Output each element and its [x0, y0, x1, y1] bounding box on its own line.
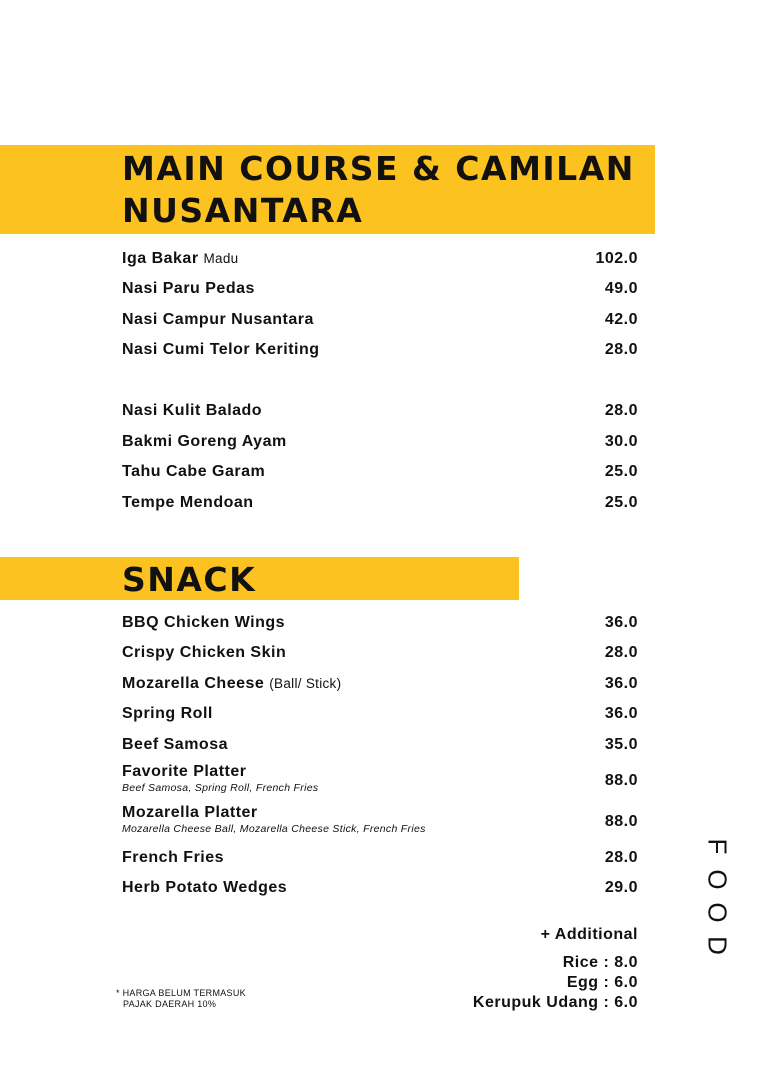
additional-section: [473, 925, 638, 1013]
tax-note-line1: * HARGA BELUM TERMASUK: [116, 988, 246, 998]
item-name: Iga Bakar: [122, 250, 199, 267]
menu-item: [122, 675, 638, 693]
item-name: BBQ Chicken Wings: [122, 614, 286, 631]
additional-title: + Additional: [540, 926, 638, 943]
menu-item: [122, 341, 638, 359]
side-letter: O: [702, 902, 733, 923]
menu-item: [122, 494, 638, 512]
menu-item: [122, 705, 638, 723]
menu-item: [122, 804, 638, 835]
menu-item: [122, 463, 638, 481]
food-side-label: [702, 830, 732, 962]
tax-note-line2: PAJAK DAERAH 10%: [123, 999, 217, 1009]
side-letter: F: [702, 838, 733, 855]
item-description: Mozarella Cheese Ball, Mozarella Cheese Stick, French Fries: [122, 823, 426, 835]
item-name: Nasi Kulit Balado: [122, 402, 263, 419]
item-price: 88.0: [604, 813, 638, 830]
item-price: 28.0: [604, 849, 638, 866]
item-price: 36.0: [604, 675, 638, 692]
item-name: Nasi Cumi Telor Keriting: [122, 341, 320, 358]
menu-item: [122, 644, 638, 662]
item-note: (Ball/ Stick): [269, 676, 342, 691]
additional-item: Kerupuk Udang : 6.0: [472, 994, 638, 1011]
item-name: Mozarella Platter: [122, 804, 258, 821]
item-price: 28.0: [604, 644, 638, 661]
menu-item: [122, 250, 638, 268]
item-name: Nasi Paru Pedas: [122, 280, 255, 297]
side-letter: O: [702, 869, 733, 890]
item-name: Bakmi Goreng Ayam: [122, 433, 287, 450]
item-name: Favorite Platter: [122, 763, 247, 780]
item-price: 25.0: [604, 463, 638, 480]
tax-note: [116, 988, 246, 1010]
additional-item: Rice : 8.0: [562, 954, 638, 971]
snack-title: SNACK: [122, 560, 257, 599]
item-price: 30.0: [604, 433, 638, 450]
menu-item: [122, 763, 638, 794]
item-name: Tahu Cabe Garam: [122, 463, 266, 480]
item-name: Spring Roll: [122, 705, 213, 722]
main-course-title: MAIN COURSE & CAMILAN: [122, 149, 635, 188]
menu-item: [122, 433, 638, 451]
item-name: French Fries: [122, 849, 225, 866]
item-price: 88.0: [604, 772, 638, 789]
item-name: Beef Samosa: [122, 736, 228, 753]
item-price: 28.0: [604, 402, 638, 419]
item-price: 29.0: [604, 879, 638, 896]
menu-item: [122, 879, 638, 897]
item-price: 25.0: [604, 494, 638, 511]
item-price: 35.0: [604, 736, 638, 753]
snack-header-band: [0, 557, 519, 600]
item-note: Madu: [203, 251, 239, 266]
item-name: Tempe Mendoan: [122, 494, 254, 511]
item-price: 102.0: [595, 250, 638, 267]
main-course-title-line2: NUSANTARA: [122, 191, 364, 230]
item-name: Crispy Chicken Skin: [122, 644, 287, 661]
menu-item: [122, 736, 638, 754]
item-name: Nasi Campur Nusantara: [122, 311, 314, 328]
item-price: 28.0: [604, 341, 638, 358]
menu-item: [122, 849, 638, 867]
menu-item: [122, 311, 638, 329]
item-price: 36.0: [604, 614, 638, 631]
item-price: 36.0: [604, 705, 638, 722]
menu-item: [122, 614, 638, 632]
item-price: 42.0: [604, 311, 638, 328]
item-name: Mozarella Cheese: [122, 675, 265, 692]
item-name: Herb Potato Wedges: [122, 879, 288, 896]
menu-item: [122, 280, 638, 298]
side-letter: D: [702, 936, 733, 955]
menu-item: [122, 402, 638, 420]
item-description: Beef Samosa, Spring Roll, French Fries: [122, 782, 319, 794]
additional-item: Egg : 6.0: [566, 974, 638, 991]
item-price: 49.0: [604, 280, 638, 297]
